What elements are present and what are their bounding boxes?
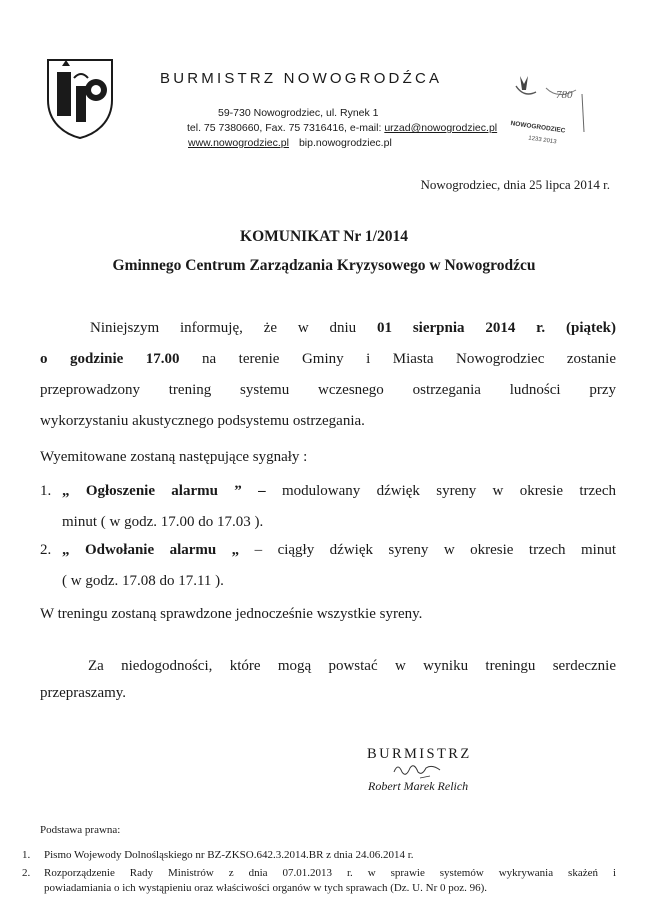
signature-title: BURMISTRZ xyxy=(367,746,472,762)
emblem-text: NOWOGRODZIEC xyxy=(510,120,566,135)
list-item-2-label: „ Odwołanie alarmu „ xyxy=(62,542,240,558)
letterhead-address: 59-730 Nowogrodziec, ul. Rynek 1 xyxy=(218,107,379,119)
p2-rest: na terenie Gminy i Miasta Nowogrodziec zostanie xyxy=(179,351,616,367)
legal-basis-label: Podstawa prawna: xyxy=(40,824,121,836)
list-item-2-continuation: ( w godz. 17.08 do 17.11 ). xyxy=(62,573,224,589)
document-subtitle: Gminnego Centrum Zarządzania Kryzysowego w Nowogrodźcu xyxy=(112,257,536,274)
paragraph-line-1 xyxy=(90,313,616,344)
legal-item-1-number: 1. xyxy=(22,849,31,861)
letterhead-title: BURMISTRZ NOWOGRODŹCA xyxy=(160,70,443,87)
paragraph-line-2 xyxy=(40,344,616,375)
list-item-1 xyxy=(62,476,616,507)
legal-item-2: Rozporządzenie Rady Ministrów z dnia 07.01.2013 r. w sprawie systemów wykrywania skażeń i xyxy=(44,867,616,879)
legal-item-1: Pismo Wojewody Dolnośląskiego nr BZ-ZKSO.642.3.2014.BR z dnia 24.06.2014 r. xyxy=(44,849,414,861)
signatory-name: Robert Marek Relich xyxy=(368,779,469,793)
sirens-sentence: W treningu zostaną sprawdzone jednocześnie wszystkie syreny. xyxy=(40,606,423,622)
list-item-2 xyxy=(62,535,616,566)
list-item-2-text: – ciągły dźwięk syreny w okresie trzech minut xyxy=(239,542,616,558)
list-item-1-text: modulowany dźwięk syreny w okresie trzech xyxy=(265,483,616,499)
anniversary-emblem-logo xyxy=(506,70,592,152)
emblem-years: 1233 2013 xyxy=(527,135,557,146)
letterhead-websites xyxy=(188,137,392,149)
list-item-2-number: 2. xyxy=(40,542,52,558)
bip-link[interactable]: bip.nowogrodziec.pl xyxy=(298,137,392,149)
paragraph-line-3: przeprowadzony trening systemu wczesnego ostrzegania ludności przy xyxy=(40,382,616,398)
list-item-1-number: 1. xyxy=(40,483,52,499)
contact-phone-fax: tel. 75 7380660, Fax. 75 7316416, e-mail: xyxy=(187,122,385,134)
legal-item-2-continuation: powiadamiania o ich wystąpieniu oraz właściwości organów w tych sprawach (Dz. U. Nr 0 poz. 96). xyxy=(44,882,488,894)
document-title: KOMUNIKAT Nr 1/2014 xyxy=(240,228,408,245)
list-item-1-continuation: minut ( w godz. 17.00 do 17.03 ). xyxy=(62,514,264,530)
p1-start: Niniejszym informuję, że w dniu xyxy=(90,320,377,336)
website-link[interactable]: www.nowogrodziec.pl xyxy=(188,137,289,149)
p2-time: o godzinie 17.00 xyxy=(40,351,180,367)
place-date: Nowogrodziec, dnia 25 lipca 2014 r. xyxy=(420,177,610,192)
apology-line-1: Za niedogodności, które mogą powstać w wyniku treningu serdecznie xyxy=(88,658,616,674)
p1-date: 01 sierpnia 2014 r. (piątek) xyxy=(377,320,616,336)
list-item-1-label: „ Ogłoszenie alarmu ” – xyxy=(62,483,266,499)
emblem-year: 780 xyxy=(556,89,573,101)
email-link[interactable]: urzad@nowogrodziec.pl xyxy=(384,122,498,134)
letterhead-contact xyxy=(187,122,497,134)
apology-line-2: przepraszamy. xyxy=(40,685,127,701)
coat-of-arms-logo xyxy=(44,56,116,140)
legal-item-2-number: 2. xyxy=(22,867,31,879)
signals-intro: Wyemitowane zostaną następujące sygnały : xyxy=(40,449,308,465)
handwritten-signature xyxy=(390,758,444,780)
paragraph-line-4: wykorzystaniu akustycznego podsystemu ostrzegania. xyxy=(40,413,365,429)
